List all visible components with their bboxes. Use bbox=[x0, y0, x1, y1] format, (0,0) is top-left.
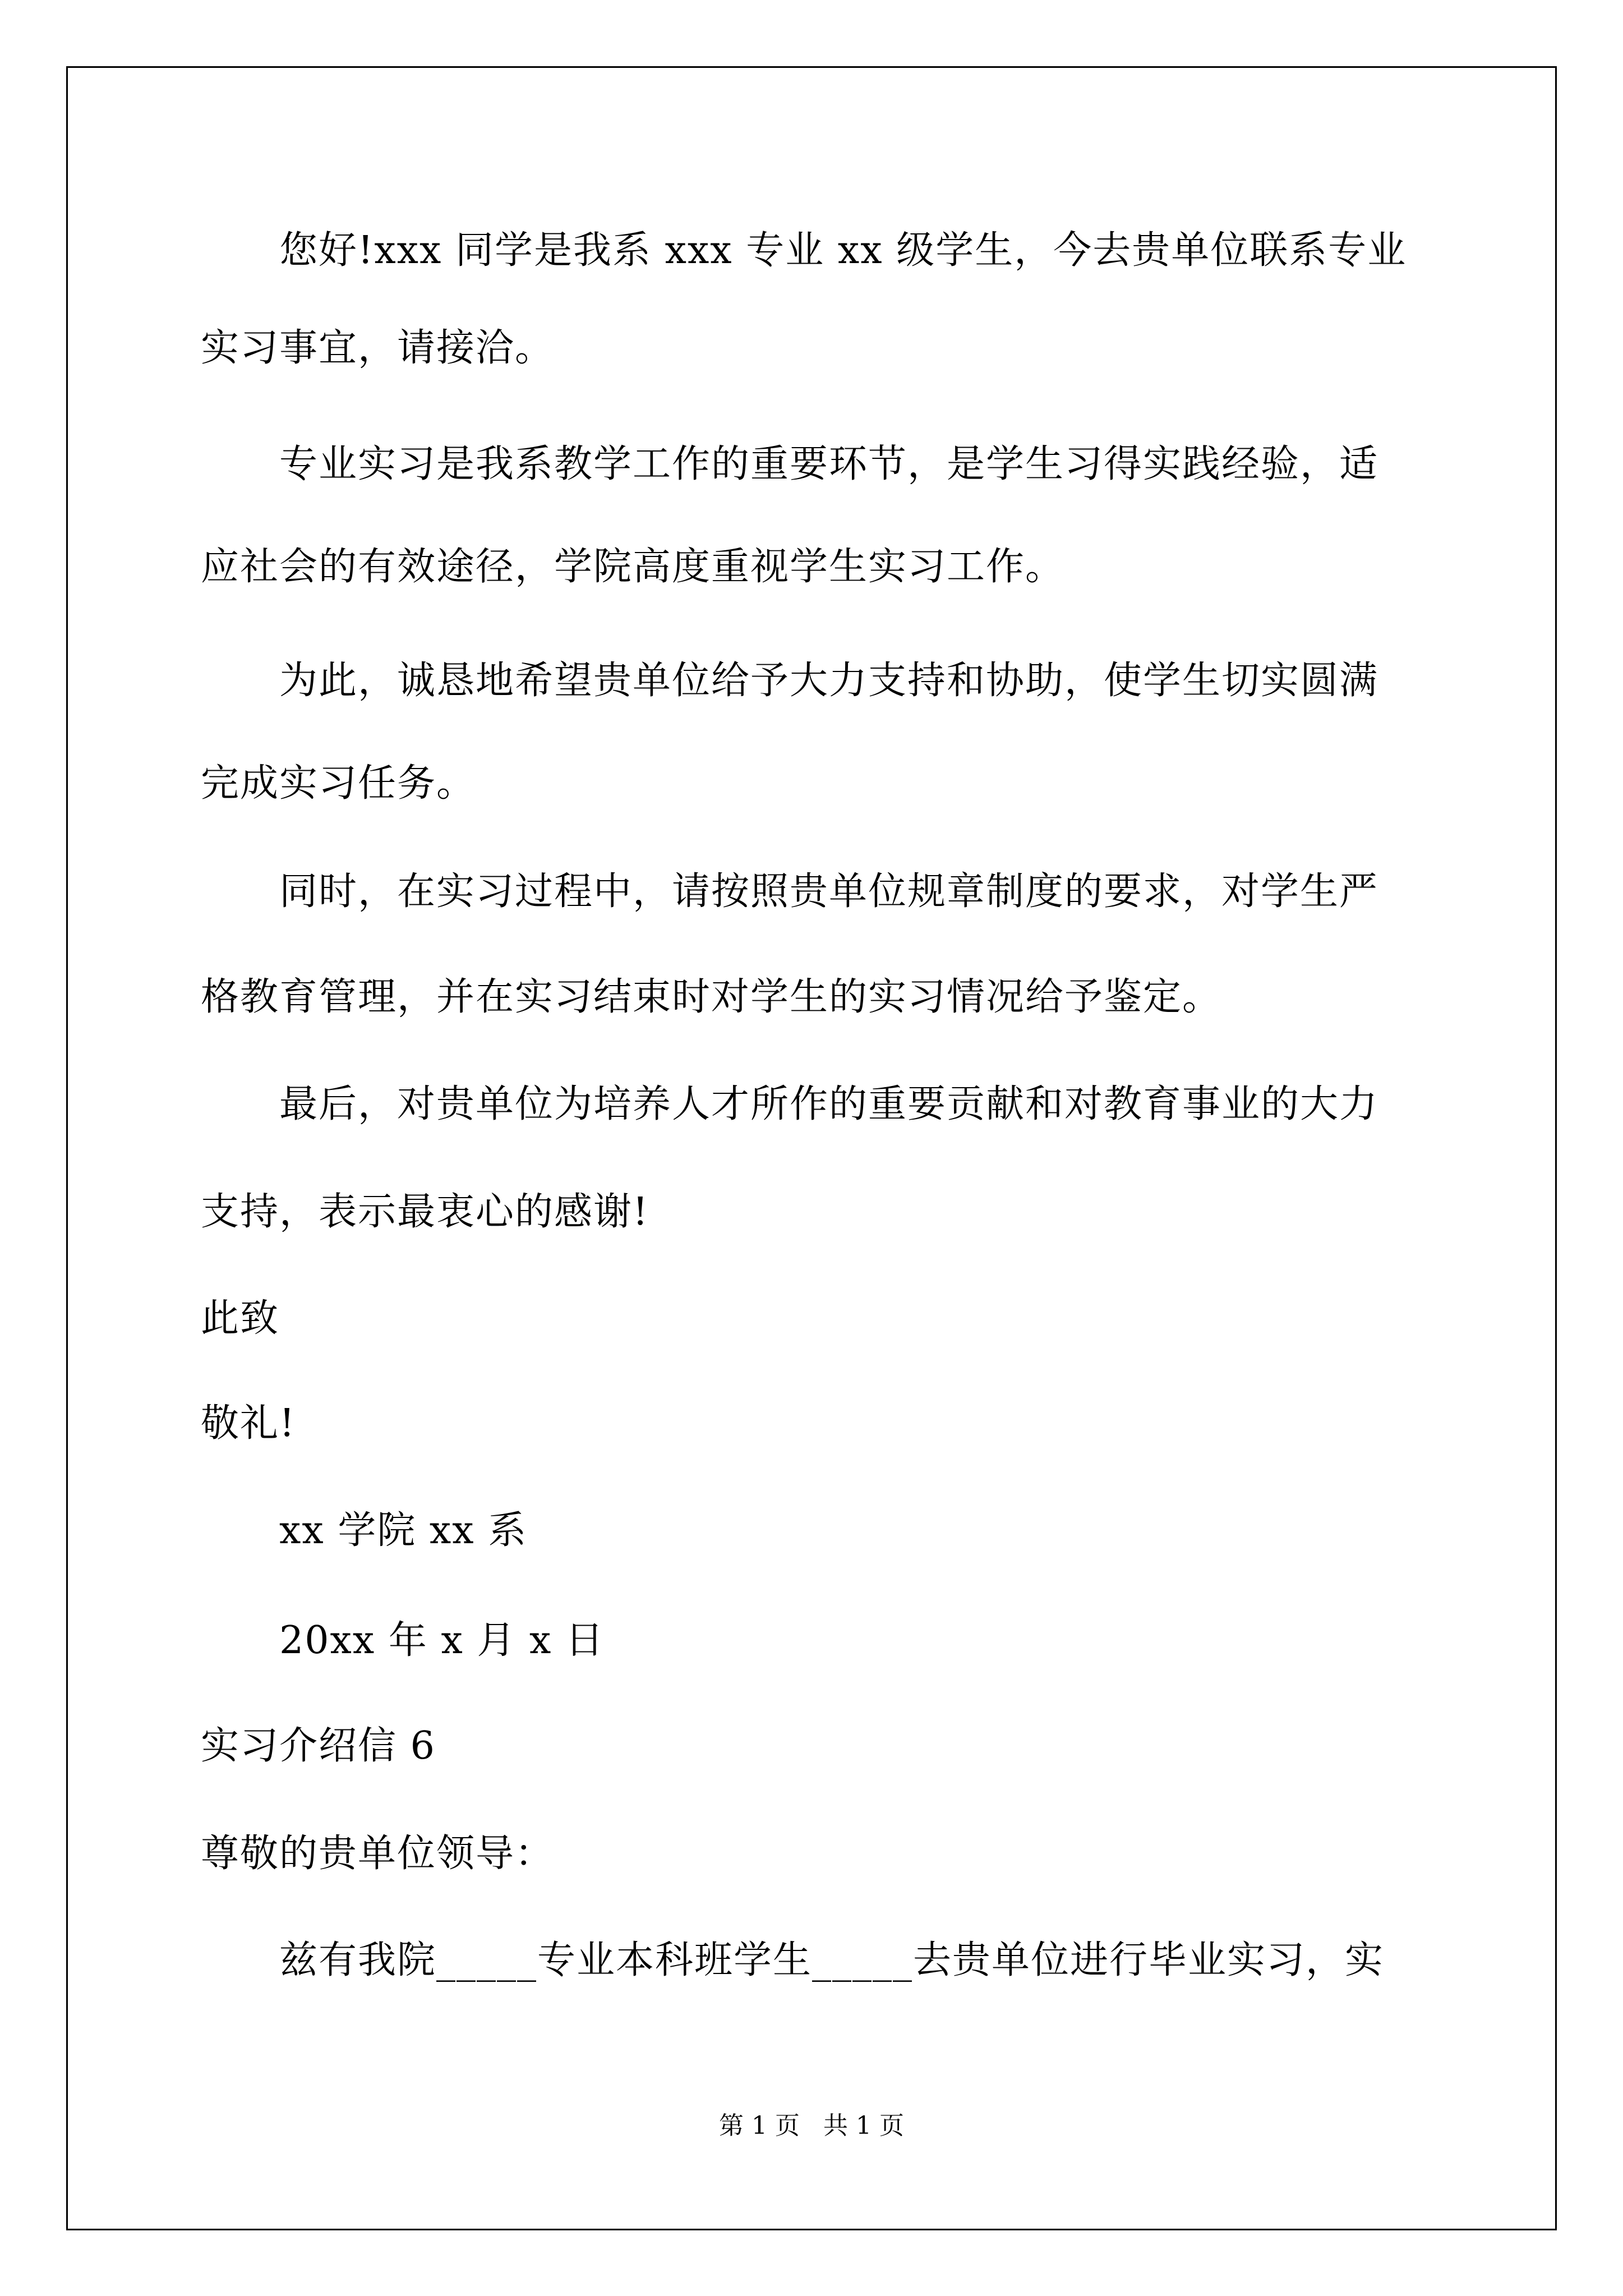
page-border bbox=[66, 66, 1557, 2230]
paragraph-line: 专业实习是我系教学工作的重要环节，是学生习得实践经验，适 bbox=[279, 442, 1379, 486]
signature-date: 20xx 年 x 月 x 日 bbox=[279, 1618, 605, 1663]
paragraph-line: 兹有我院_____专业本科班学生_____去贵单位进行毕业实习，实 bbox=[279, 1938, 1385, 1982]
paragraph-line: 格教育管理，并在实习结束时对学生的实习情况给予鉴定。 bbox=[201, 975, 1222, 1019]
signature-organization: xx 学院 xx 系 bbox=[279, 1508, 528, 1553]
salutation-line: 敬礼! bbox=[201, 1401, 296, 1446]
letter-greeting: 尊敬的贵单位领导： bbox=[201, 1832, 555, 1876]
closing-line: 此致 bbox=[201, 1296, 280, 1341]
paragraph-line: 同时，在实习过程中，请按照贵单位规章制度的要求，对学生严 bbox=[279, 869, 1379, 914]
paragraph-line: 为此，诚恳地希望贵单位给予大力支持和协助，使学生切实圆满 bbox=[279, 659, 1379, 703]
paragraph-line: 您好!xxx 同学是我系 xxx 专业 xx 级学生，今去贵单位联系专业 bbox=[279, 228, 1407, 273]
paragraph-line: 完成实习任务。 bbox=[201, 761, 476, 806]
page-footer: 第 1 页 共 1 页 bbox=[719, 2111, 904, 2140]
paragraph-line: 支持，表示最衷心的感谢! bbox=[201, 1190, 649, 1234]
section-title: 实习介绍信 6 bbox=[201, 1724, 436, 1768]
paragraph-line: 应社会的有效途径，学院高度重视学生实习工作。 bbox=[201, 545, 1065, 589]
paragraph-line: 最后，对贵单位为培养人才所作的重要贡献和对教育事业的大力 bbox=[279, 1082, 1379, 1126]
paragraph-line: 实习事宜，请接洽。 bbox=[201, 326, 555, 370]
